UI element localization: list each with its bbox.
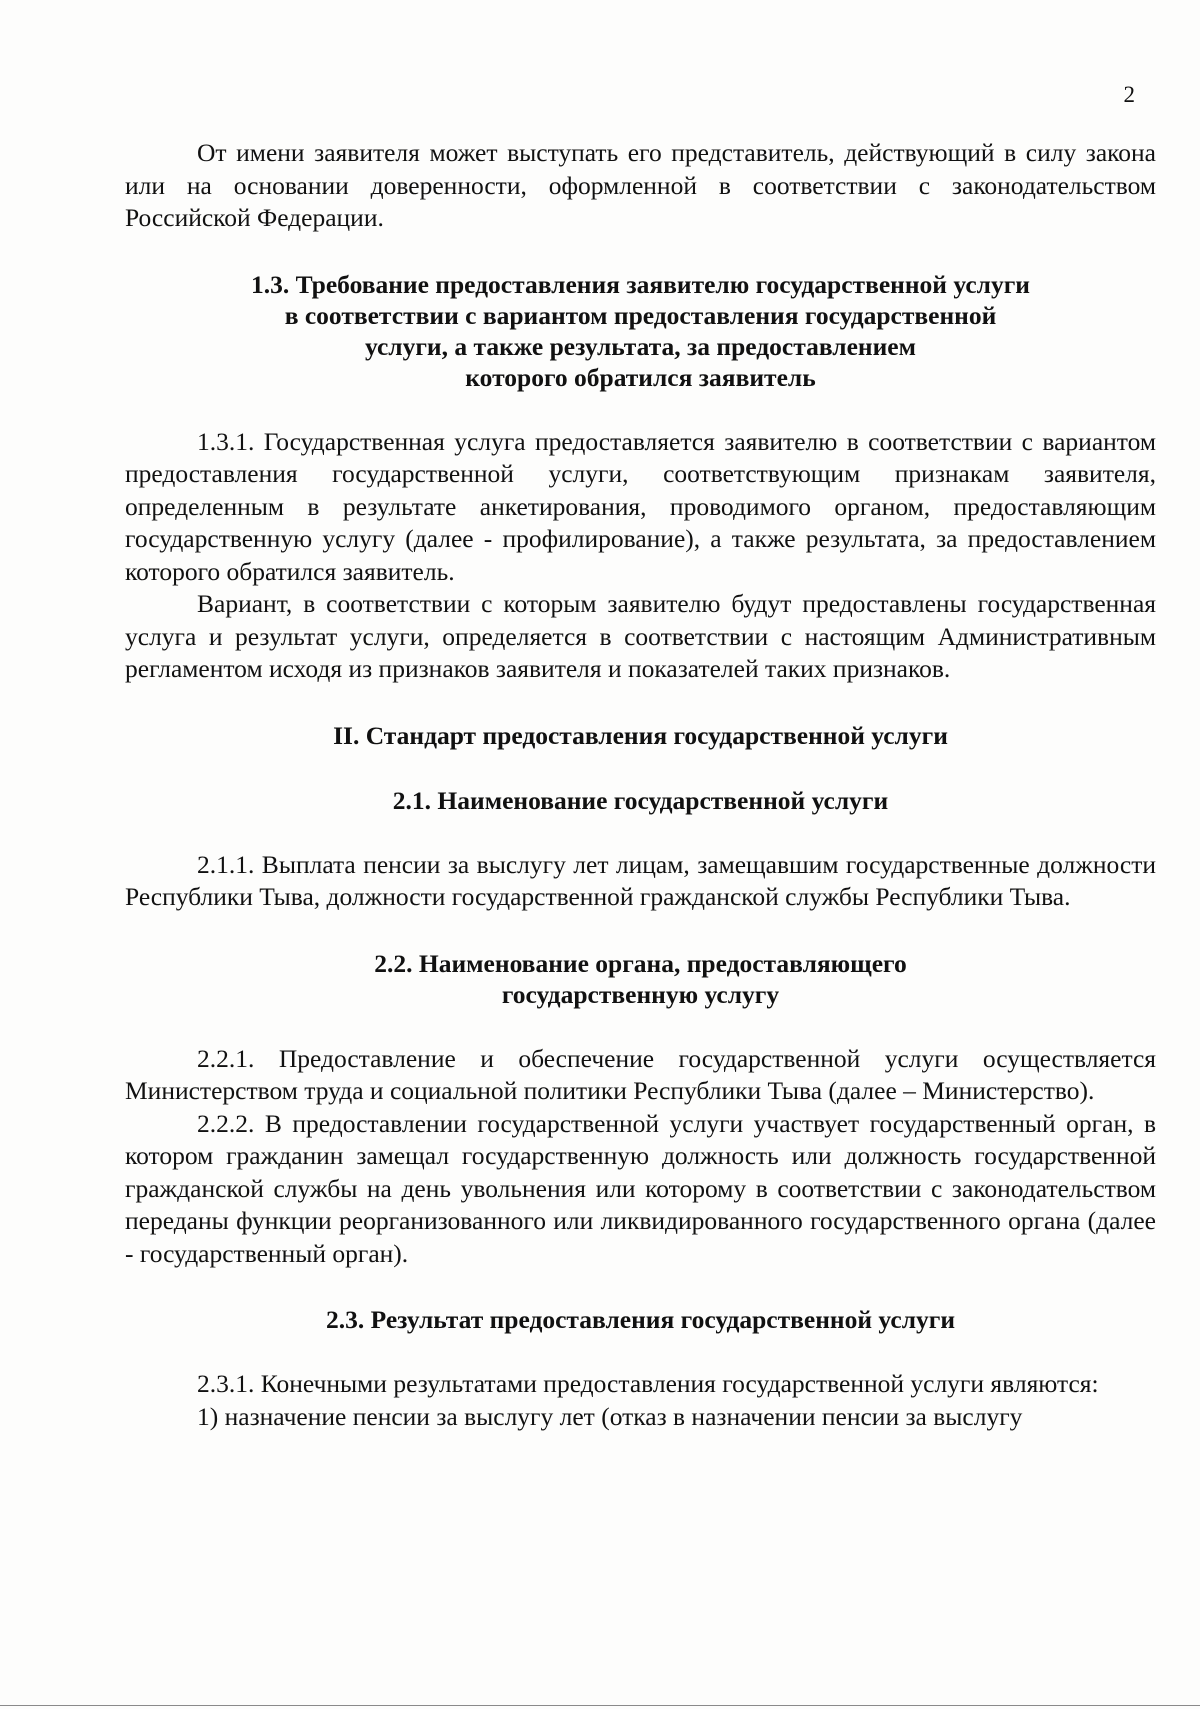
heading-2-1: 2.1. Наименование государственной услуги [392, 785, 889, 815]
paragraph-1-3-1: 1.3.1. Государственная услуга предоставляется заявителю в соответствии с вариантом предоставления государственной услуги, соответствующим признакам заявителя, определенным в результате анкетирования, проводимого органом, предоставляющим государственную услугу (далее - профилирование), а также результата, за предоставлением которого обратился заявитель. [125, 426, 1156, 586]
list-item-1: 1) назначение пенсии за выслугу лет (отказ в назначении пенсии за выслугу [197, 1401, 1023, 1431]
paragraph-2-1-1: 2.1.1. Выплата пенсии за выслугу лет лицам, замещавшим государственные должности Республики Тыва, должности государственной гражданской службы Республики Тыва. [125, 849, 1156, 911]
document-body [125, 137, 1156, 1433]
paragraph-2-2-2: 2.2.2. В предоставлении государственной услуги участвует государственный орган, в котором гражданин замещал государственную должность или должность государственной гражданской службы на день увольнения или которому в соответствии с законодательством переданы функции реорганизованного или ликвидированного государственного органа (далее - государственный орган). [125, 1108, 1156, 1268]
heading-2-3: 2.3. Результат предоставления государственной услуги [325, 1305, 956, 1334]
paragraph-2-3-1: 2.3.1. Конечными результатами предоставления государственной услуги являются: [197, 1369, 1099, 1398]
heading-2-2-line-1: 2.2. Наименование органа, предоставляющего [374, 948, 907, 978]
heading-2-2-line-2: государственную услугу [501, 979, 780, 1009]
heading-2-2 [125, 948, 1156, 1010]
heading-1-3-line-1: 1.3. Требование предоставления заявителю государственной услуги [251, 269, 1030, 299]
heading-1-3-line-4: которого обратился заявитель [465, 362, 816, 392]
heading-1-3-line-2: в соответствии с вариантом предоставления государственной [284, 300, 997, 330]
paragraph-intro: От имени заявителя может выступать его представитель, действующий в силу закона или на основании доверенности, оформленной в соответствии с законодательством Российской Федерации. [125, 138, 1156, 232]
heading-section-II: II. Стандарт предоставления государственной услуги [333, 720, 948, 750]
heading-1-3-line-3: услуги, а также результата, за предоставлением [365, 331, 916, 361]
scan-edge-line [0, 1705, 1200, 1706]
heading-1-3 [125, 269, 1156, 393]
paragraph-2-2-1: 2.2.1. Предоставление и обеспечение государственной услуги осуществляется Министерством труда и социальной политики Республики Тыва (далее – Министерство). [125, 1043, 1156, 1105]
paragraph-variant: Вариант, в соответствии с которым заявителю будут предоставлены государственная услуга и результат услуги, определяется в соответствии с настоящим Административным регламентом исходя из признаков заявителя и показателей таких признаков. [125, 589, 1156, 683]
page-number: 2 [1123, 82, 1135, 107]
